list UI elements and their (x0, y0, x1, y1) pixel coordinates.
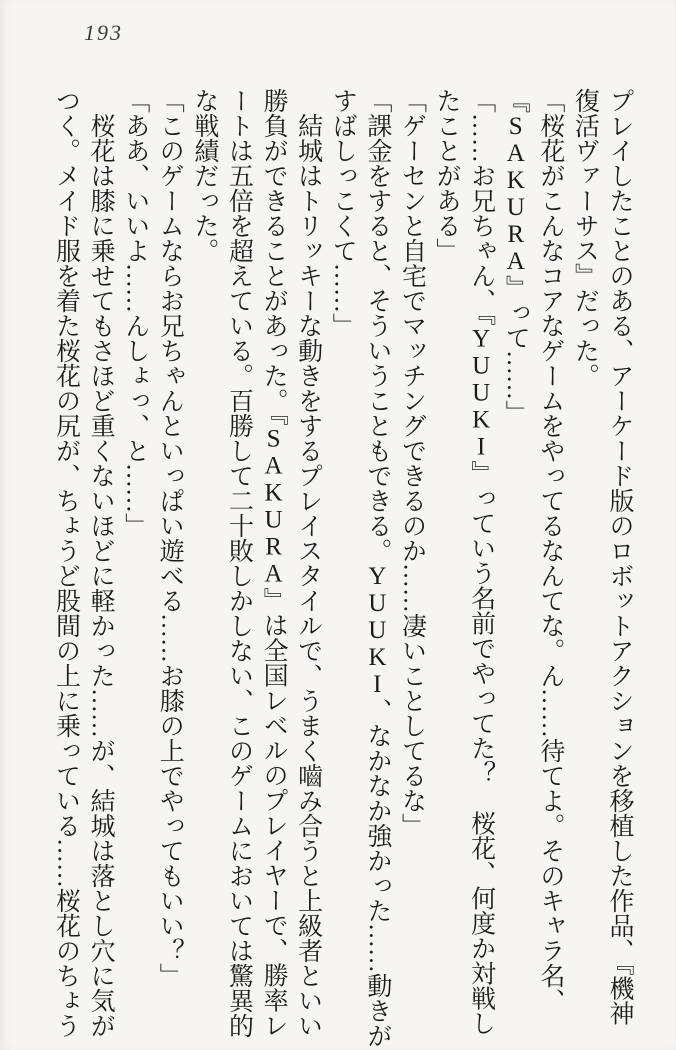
text-line-16: 桜花は膝に乗せてもさほど重くないほどに軽かった……が、結城は落とし穴に気が (87, 88, 115, 1038)
latin-run: SAKURA (502, 113, 530, 275)
text-block (48, 88, 636, 1048)
text-line-12: ートは五倍を超えている。百勝して二十敗しかしない、このゲームにおいては驚異的 (225, 88, 253, 1038)
text-line-3: 「桜花がこんなコアなゲームをやってるなんてな。ん……待てよ。そのキャラ名、 (536, 88, 564, 1013)
text-line-11: 勝負ができることがあった。『SAKURA』は全国レベルのプレイヤーで、勝率レ (260, 88, 288, 1038)
text-line-2: 復活ヴァーサス』だった。 (571, 88, 599, 388)
text-line-5: 「……お兄ちゃん、『YUUKI』っていう名前でやってた？ 桜花、何度か対戦し (467, 88, 495, 1036)
text-line-17: つく。メイド服を着た桜花の尻が、ちょうど股間の上に乗っている……桜花のちょう (52, 88, 80, 1038)
latin-run: YUUKI (363, 563, 391, 698)
text-line-9: すばしっこくて……」 (329, 88, 357, 338)
text-line-7: 「ゲーセンと自宅でマッチングできるのか……凄いことしてるな」 (398, 88, 426, 838)
page-number: 193 (84, 20, 123, 45)
text-line-6: たことがある」 (433, 88, 461, 263)
text-line-1: プレイしたことのある、アーケード版のロボットアクションを移植した作品、『機神 (606, 88, 633, 1026)
text-line-4: 『SAKURA』って……」 (502, 88, 530, 425)
latin-run: SAKURA (260, 425, 288, 588)
latin-run: YUUKI (467, 325, 495, 461)
text-line-15: 「ああ、いいよ……んしょっ、と……」 (121, 88, 149, 538)
text-line-10: 結城はトリッキーな動きをするプレイスタイルで、うまく嚙み合うと上級者といい (294, 88, 322, 1038)
text-line-13: な戦績だった。 (190, 88, 218, 263)
text-line-8: 「課金をすると、そういうこともできる。YUUKI、なかなか強かった……動きが (363, 88, 391, 1048)
text-line-14: 「このゲームならお兄ちゃんといっぱい遊べる……お膝の上でやってもいい？」 (156, 88, 184, 988)
